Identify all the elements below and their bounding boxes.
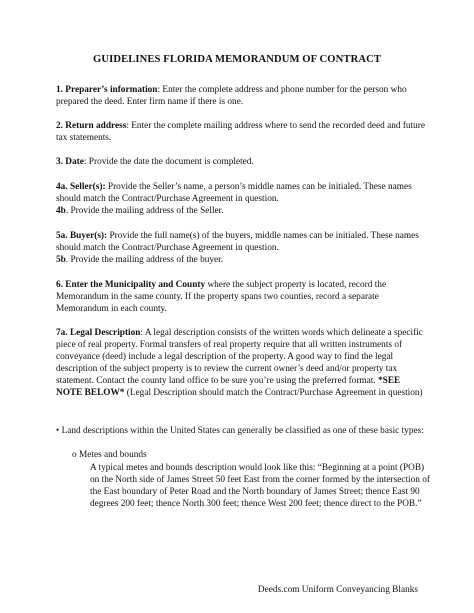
- section-3-text: : Provide the date the document is completed.: [83, 157, 254, 167]
- section-4a-label: 4a. Seller(s):: [56, 182, 106, 192]
- section-5a-text: Provide the full name(s) of the buyers, middle names can be initialed. These names should match the Contract/Purchase Agreement in question.: [56, 231, 419, 254]
- section-4-seller: [56, 181, 428, 217]
- section-7a-note: *SEE NOTE BELOW*: [56, 376, 401, 399]
- section-2-text: : Enter the complete mailing address where to send the recorded deed and future tax statements.: [56, 121, 426, 144]
- document-title: GUIDELINES FLORIDA MEMORANDUM OF CONTRACT: [93, 54, 381, 65]
- section-1-text: : Enter the complete address and phone number for the person who prepared the deed. Enter firm name if there is one.: [56, 85, 407, 108]
- section-5b-text: . Provide the mailing address of the buyer.: [65, 255, 224, 266]
- section-5-buyer: [56, 230, 428, 266]
- section-1-number: 1: [56, 85, 61, 95]
- section-3-date: [56, 156, 428, 168]
- section-4a-text: Provide the Seller’s name, a person’s middle names can be initialed. These names should match the Contract/Purchase Agreement in question.: [56, 182, 412, 205]
- sub-item-text: Metes and bounds: [78, 450, 147, 460]
- section-6-municipality-county: [56, 279, 428, 315]
- section-5a-label: 5a. Buyer(s):: [56, 231, 108, 241]
- section-1-preparer-information: [56, 84, 428, 108]
- bullet-text: Land descriptions within the United States can generally be classified as one of these basic types:: [61, 426, 424, 436]
- section-7a-text: : A legal description consists of the written words which delineate a specific piece of real property. Formal transfers of real property require that all written instruments of conveyance (deed) include a legal description of the property. A good way to find the legal description of the subject property is to review the current owner’s deed and/or property tax statement. Contact the county land office to be sure you’re using the preferred format.: [56, 328, 423, 387]
- section-7a-legal-description: [56, 327, 428, 400]
- sub-item-marker: o: [72, 450, 77, 460]
- page-footer: Deeds.com Uniform Conveyancing Blanks: [257, 585, 418, 595]
- section-6-label: 6. Enter the Municipality and County: [56, 280, 206, 290]
- section-4b-text: . Provide the mailing address of the Seller.: [65, 206, 224, 217]
- bullet-land-descriptions: [56, 425, 428, 437]
- bullet-marker: •: [56, 426, 60, 436]
- section-2-return-address: [56, 120, 428, 144]
- section-1-label: . Preparer’s information: [60, 85, 158, 95]
- sub-item-metes-and-bounds: [72, 449, 432, 461]
- section-4b-label: 4b: [56, 206, 66, 217]
- section-2-label: 2. Return address: [56, 121, 127, 131]
- section-3-label: 3. Date: [56, 157, 84, 167]
- section-6-text: where the subject property is located, record the Memorandum in the same county. If the property spans two counties, record a separate Memorandum in each county.: [56, 280, 387, 315]
- section-7a-label: 7a. Legal Description: [56, 328, 141, 338]
- metes-bounds-example-text: A typical metes and bounds description would look like this: “Beginning at a point (POB) on the North side of James Street 50 feet East from the corner formed by the intersection of the East boundary of Peter Road and the North boundary of James Street; thence East 90 degrees 200 feet; thence North 300 feet; thence West 200 feet; thence direct to the POB.”: [90, 463, 431, 510]
- section-7a-tail: (Legal Description should match the Contract/Purchase Agreement in question): [124, 388, 423, 399]
- section-5b-label: 5b: [56, 255, 66, 266]
